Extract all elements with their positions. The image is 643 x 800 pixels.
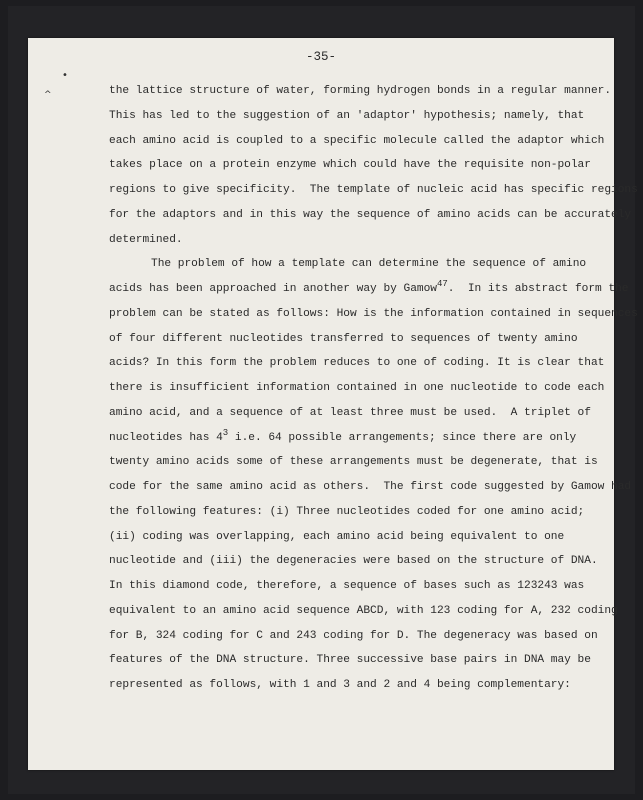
text-line: the lattice structure of water, forming hydrogen bonds in a regular manner. <box>109 85 612 97</box>
text-line: amino acid, and a sequence of at least three must be used. A triplet of <box>109 406 591 419</box>
text-line: the following features: (i) Three nucleotides coded for one amino acid; <box>109 505 585 518</box>
text-line: nucleotide and (iii) the degeneracies were based on the structure of DNA. <box>109 555 598 568</box>
text-line: each amino acid is coupled to a specific molecule called the adaptor which <box>109 134 605 147</box>
text-line: equivalent to an amino acid sequence ABCD, with 123 coding for A, 232 coding <box>109 604 618 617</box>
text-line-with-citation: acids has been approached in another way by Gamow$^{47}$. In its abstract form the <box>109 279 629 295</box>
text-line: of four different nucleotides transferred to sequences of twenty amino <box>109 332 578 345</box>
text-line: (ii) coding was overlapping, each amino acid being equivalent to one <box>109 530 565 543</box>
text-line: code for the same amino acid as others. The first code suggested by Gamow had <box>109 481 632 493</box>
margin-mark: ^ <box>44 90 52 100</box>
text-line: In this diamond code, therefore, a sequence of bases such as 123243 was <box>109 580 585 592</box>
text-line: represented as follows, with 1 and 3 and 2 and 4 being complementary: <box>109 679 571 691</box>
text-line: determined. <box>109 233 183 246</box>
text-line: for the adaptors and in this way the sequence of amino acids can be accurately <box>109 208 632 221</box>
body-text <box>109 79 638 698</box>
margin-mark: • <box>62 70 68 81</box>
text-line: twenty amino acids some of these arrangements must be degenerate, that is <box>109 456 598 469</box>
text-line: there is insufficient information contained in one nucleotide to code each <box>109 382 605 394</box>
text-line: for B, 324 coding for C and 243 coding for D. The degeneracy was based on <box>109 629 598 642</box>
paragraph-start-line: The problem of how a template can determine the sequence of amino <box>151 258 587 271</box>
text-line: This has led to the suggestion of an 'adaptor' hypothesis; namely, that <box>109 109 585 122</box>
text-line: problem can be stated as follows: How is the information contained in sequences <box>109 307 638 320</box>
page-number: -35- <box>305 50 336 64</box>
text-line: features of the DNA structure. Three successive base pairs in DNA may be <box>109 654 591 667</box>
text-line-with-exponent: nucleotides has $4^3$ i.e. 64 possible arrangements; since there are only <box>109 427 577 444</box>
text-line: takes place on a protein enzyme which could have the requisite non-polar <box>109 159 591 172</box>
typed-page <box>28 38 638 770</box>
text-line: regions to give specificity. The template of nucleic acid has specific regions <box>109 184 638 196</box>
exponent-superscript: 3 <box>222 427 229 438</box>
citation-superscript: 47 <box>437 279 448 289</box>
text-line: acids? In this form the problem reduces to one of coding. It is clear that <box>109 357 605 370</box>
